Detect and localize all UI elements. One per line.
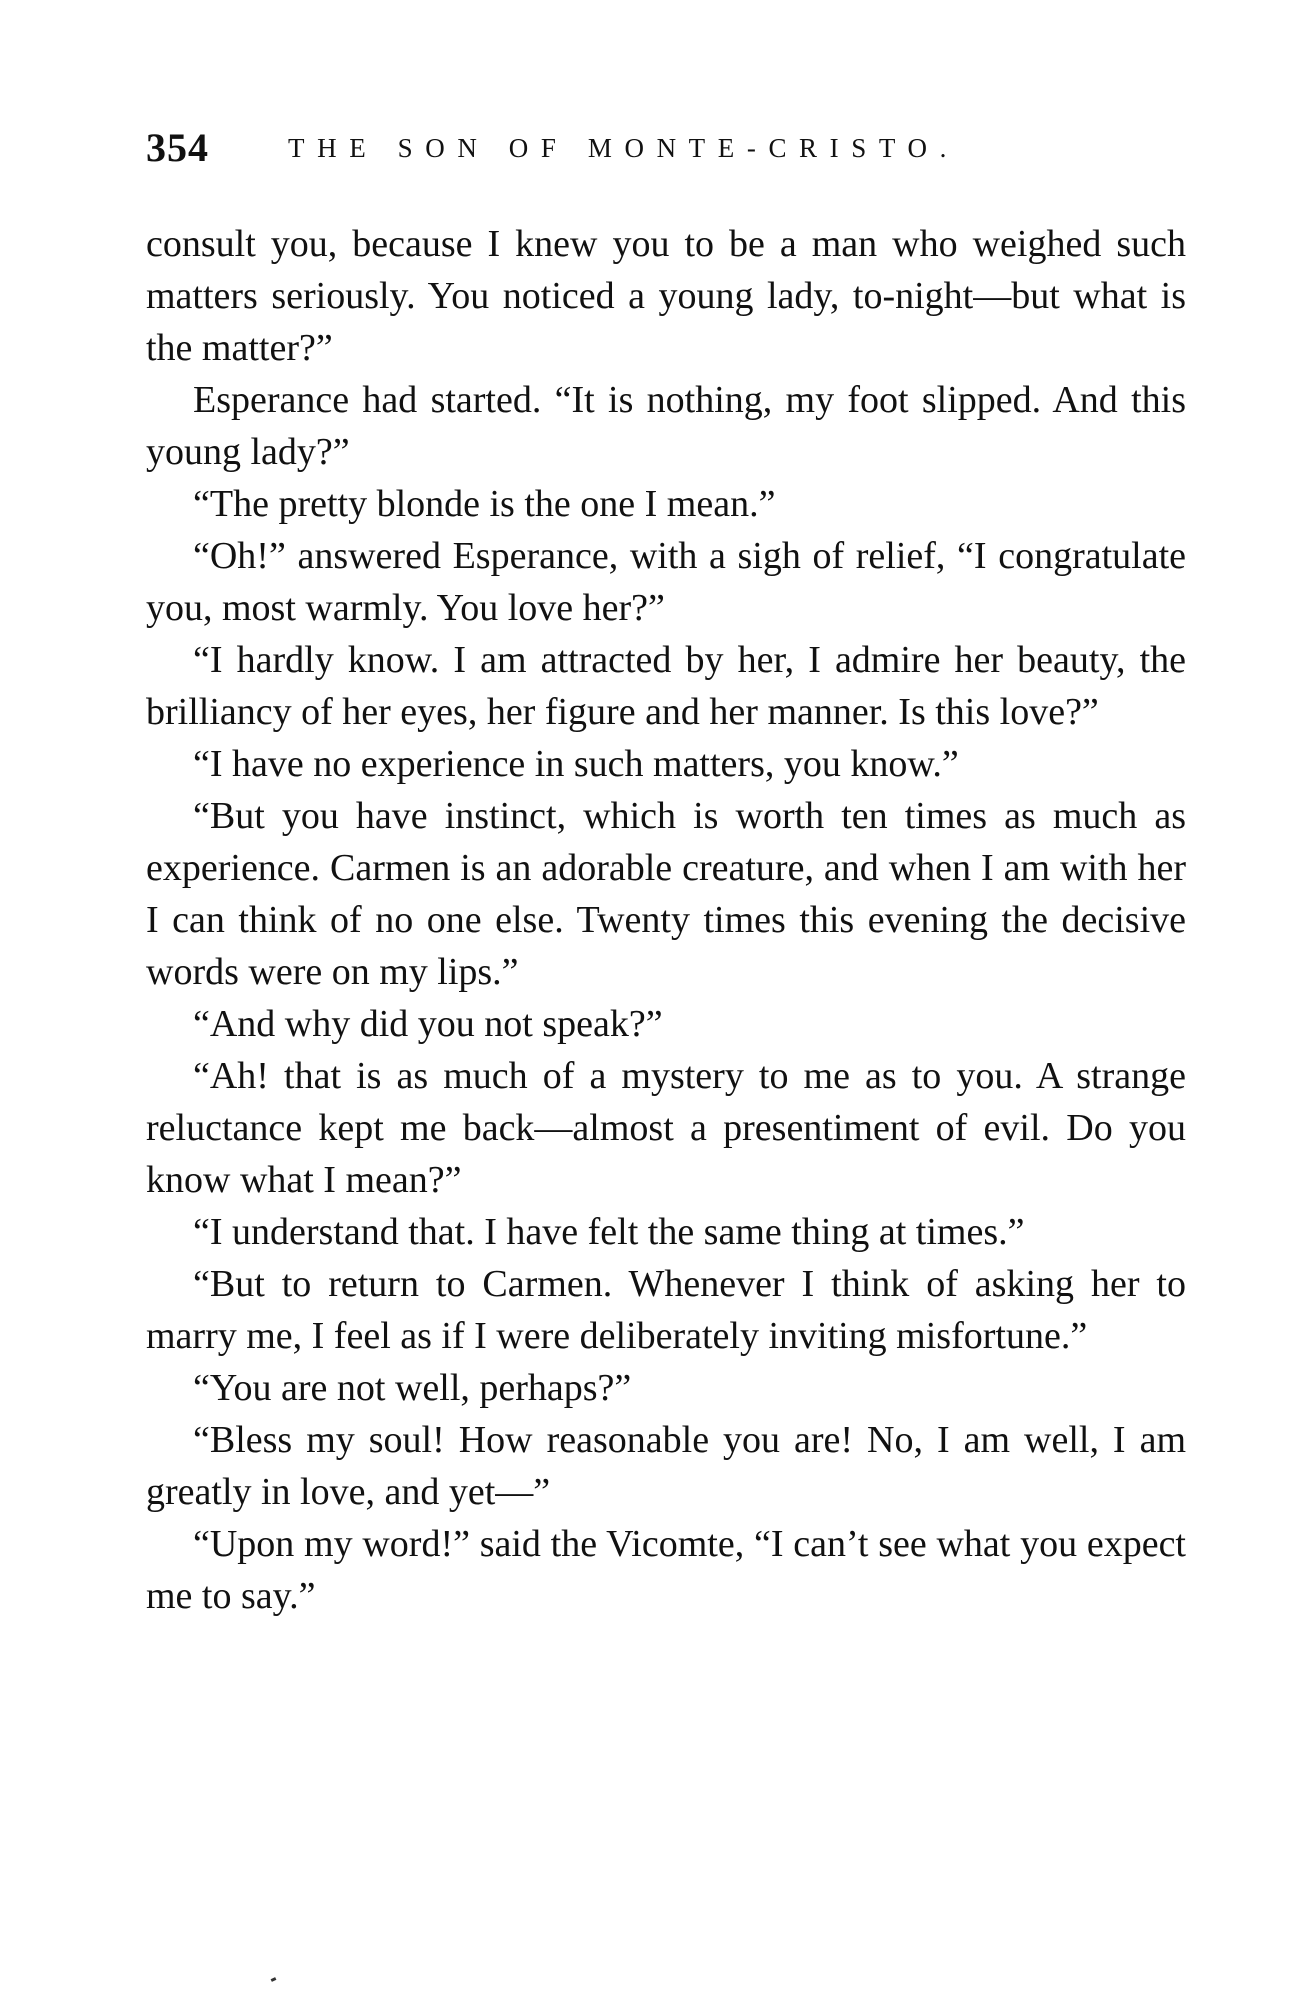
paragraph: “Upon my word!” said the Vicomte, “I can’t see what you expect me to say.” (146, 1523, 1186, 1617)
paragraph: “You are not well, perhaps?” (193, 1367, 632, 1409)
paragraph: “Ah! that is as much of a mystery to me as to you. A strange reluctance kept me back—almost a presentiment of evil. Do you know what I mean?” (146, 1055, 1186, 1201)
paragraph: “I hardly know. I am attracted by her, I admire her beauty, the brilliancy of her eyes, her figure and her manner. Is this love?” (146, 639, 1186, 733)
running-head (146, 124, 1186, 184)
body-text (146, 218, 1186, 1622)
paragraph: “Bless my soul! How reasonable you are! No, I am well, I am greatly in love, and yet—” (146, 1419, 1186, 1513)
paragraph: “But to return to Carmen. Whenever I think of asking her to marry me, I feel as if I were deliberately inviting misfortune.” (146, 1263, 1186, 1357)
page-number: 354 (146, 125, 209, 170)
paragraph: Esperance had started. “It is nothing, my foot slipped. And this young lady?” (146, 379, 1186, 473)
paragraph: “But you have instinct, which is worth ten times as much as experience. Carmen is an adorable creature, and when I am with her I can think of no one else. Twenty times this evening the decisive words were on my lips.” (146, 795, 1186, 993)
paragraph-continued: consult you, because I knew you to be a man who weighed such matters seriously. You noticed a young lady, to-night—but what is the matter?” (146, 223, 1186, 369)
paragraph: “And why did you not speak?” (193, 1003, 663, 1045)
ink-speck (271, 1977, 277, 1982)
running-title: THE SON OF MONTE-CRISTO. (288, 133, 959, 163)
paragraph: “I understand that. I have felt the same thing at times.” (193, 1211, 1025, 1253)
paragraph: “Oh!” answered Esperance, with a sigh of relief, “I congratulate you, most warmly. You love her?” (146, 535, 1186, 629)
paragraph: “I have no experience in such matters, you know.” (193, 743, 959, 785)
paragraph: “The pretty blonde is the one I mean.” (193, 483, 776, 525)
